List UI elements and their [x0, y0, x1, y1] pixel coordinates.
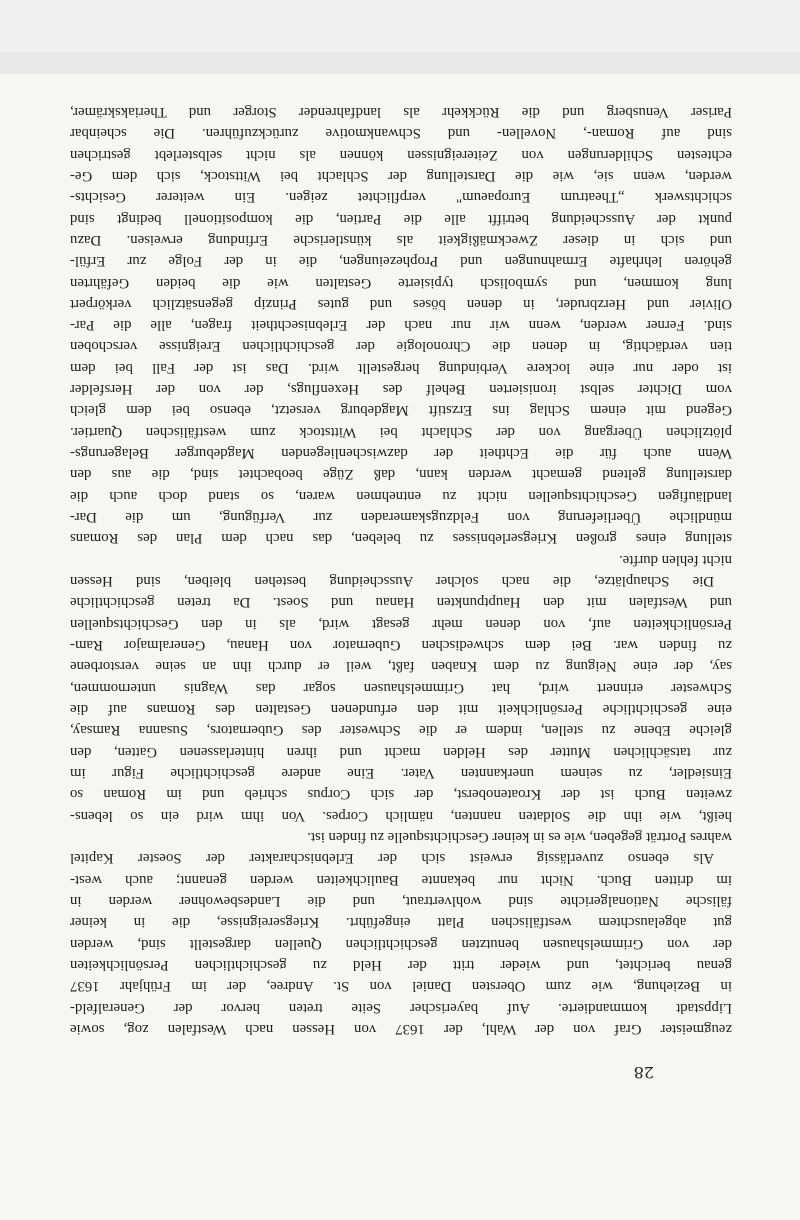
- text-line: vom Dichter selbst ironisierten Behelf des Hexenflugs, der von der Hersfelder: [70, 381, 732, 398]
- text-line: lung kommen, und symbolisch typisierte Gestalten wie die beiden Gefährten: [70, 274, 732, 291]
- text-line: gehören lehrhafte Ermahnungen und Prophezeiungen, die in der Folge zur Erfül-: [70, 253, 732, 270]
- text-line: nicht fehlen durfte.: [619, 551, 732, 568]
- page-number: 28: [633, 1063, 654, 1082]
- text-line: und sich in dieser Zweckmäßigkeit als künstlerische Erfindung erweisen. Dazu: [70, 231, 732, 248]
- text-line: Einsiedler, zu seinem unerkannten Vater. Eine andere geschichtliche Figur im: [70, 765, 732, 782]
- text-line: Wenn auch für die Echtheit der dazwischenliegenden Magdeburger Belagerungs-: [70, 445, 732, 462]
- text-line: zur tatsächlichen Mutter des Helden macht und ihren hinterlassenen Gatten, den: [70, 743, 732, 760]
- text-line: Schwester erinnert wird, hat Grimmelshausen sogar das Wagnis unternommen,: [70, 679, 732, 696]
- text-line: landläufigen Geschichtsquellen nicht zu entnehmen waren, so stand doch auch die: [70, 487, 732, 504]
- text-line: Die Schauplätze, die nach solcher Ausscheidung bestehen bleiben, sind Hessen: [70, 573, 714, 590]
- text-line: gut abgelauschtem westfälischen Platt eingeführt. Kriegsereignisse, die in keiner: [70, 914, 732, 931]
- text-line: heißt, wie ihn die Soldaten nannten, nämlich Corpes. Von ihm wird ein so lebens-: [70, 807, 732, 824]
- text-line: Lippstadt kommandierte. Auf bayerischer Seite treten hervor der Generalfeld-: [70, 999, 732, 1016]
- text-line: darstellung geltend gemacht werden kann, daß Züge beobachtet sind, die aus den: [70, 466, 732, 483]
- text-line: Pariser Venusberg und die Rückkehr als landfahrender Storger und Theriakskrämer,: [70, 103, 732, 120]
- text-line: und Westfalen mit den Hauptpunkten Hanau und Soest. Da treten geschichtliche: [70, 594, 732, 611]
- text-line: fälische Nationalgerichte sind wohlvertraut, und die Landesbewohner werden in: [70, 893, 732, 910]
- text-line: im dritten Buch. Nicht nur bekannte Baulichkeiten werden genannt; auch west-: [70, 871, 732, 888]
- text-line: werden, wenn sie, wie die Darstellung der Schlacht bei Wittstock, sich dem Ge-: [70, 167, 732, 184]
- body-text: [70, 101, 732, 1039]
- text-line: plötzlichen Übergang von der Schlacht bei Wittstock zum westfälischen Quartier.: [70, 423, 732, 440]
- text-line: sind auf Roman-, Novellen- und Schwankmotive zurückzuführen. Die scheinbar: [70, 125, 732, 142]
- text-line: punkt der Ausscheidung betrifft alle die Partien, die kompositionell bedingt sind: [70, 210, 732, 227]
- url-strip: [0, 52, 800, 74]
- text-line: stellung eines großen Kriegserlebnisses zu beleben, das nach dem Plan des Romans: [70, 530, 732, 547]
- text-line: zeugmeister Graf von der Wahl, der 1637 von Hessen nach Westfalen zog, sowie: [70, 1021, 732, 1037]
- text-line: gleiche Ebene zu stellen, indem er die Schwester des Gubernators, Susanna Ramsay,: [70, 722, 732, 739]
- text-line: wahres Porträt gegeben, wie es in keiner Geschichtsquelle zu finden ist.: [307, 829, 732, 846]
- text-line: say, der eine Neigung zu dem Knaben faßt, weil er durch ihn an seine verstorbene: [70, 658, 732, 675]
- text-line: genau berichtet, und wieder tritt der Held zu geschichtlichen Persönlichkeiten: [70, 957, 732, 974]
- text-line: zweiten Buch ist der Kroatenoberst, der sich Corpus schrieb und im Roman so: [70, 786, 732, 803]
- text-line: mündliche Überlieferung von Feldzugskameraden zur Verfügung, um die Dar-: [70, 509, 732, 526]
- text-line: Olivier und Herzbruder, in denen böses und gutes Prinzip gegensätzlich verkörpert: [70, 295, 732, 312]
- text-line: ist oder nur eine lockere Verbindung hergestellt wird. Das ist der Fall bei dem: [70, 359, 732, 376]
- text-line: Gegend mit einem Schlag ins Erzstift Magdeburg versetzt, ebenso bei dem gleich: [70, 402, 732, 419]
- text-line: tien verdächtig, in denen die Chronologie der geschichtlichen Ereignisse verschoben: [70, 338, 732, 355]
- text-line: Persönlichkeiten auf, von denen mehr gesagt wird, als in den Geschichtsquellen: [70, 615, 732, 632]
- text-line: Als ebenso zuverlässig erweist sich der Erlebnischarakter der Soester Kapitel: [70, 850, 714, 867]
- text-line: eine geschichtliche Persönlichkeit mit den erfundenen Gestalten des Romans auf die: [70, 701, 732, 718]
- text-line: der von Grimmelshausen benutzten geschichtlichen Quellen dargestellt sind, werden: [70, 935, 732, 952]
- text-line: schichtswerk „Theatrum Europaeum" verpflichtet zeigen. Ein weiterer Gesichts-: [70, 189, 732, 206]
- viewer-footer-bar: [0, 0, 800, 52]
- document-page: [0, 74, 800, 1220]
- text-line: in Beziehung, wie zum Obersten Daniel von St. Andree, der im Frühjahr 1637: [70, 978, 732, 995]
- text-line: zu finden war. Bei dem schwedischen Gubernator von Hanau, Generalmajor Ram-: [70, 637, 732, 654]
- text-line: sind. Ferner werden, wenn wir nur nach der Erlebnisechtheit fragen, alle die Par-: [70, 317, 732, 334]
- text-line: echtesten Schilderungen von Zeitereignissen können als nicht selbsterlebt gestrichen: [70, 146, 732, 163]
